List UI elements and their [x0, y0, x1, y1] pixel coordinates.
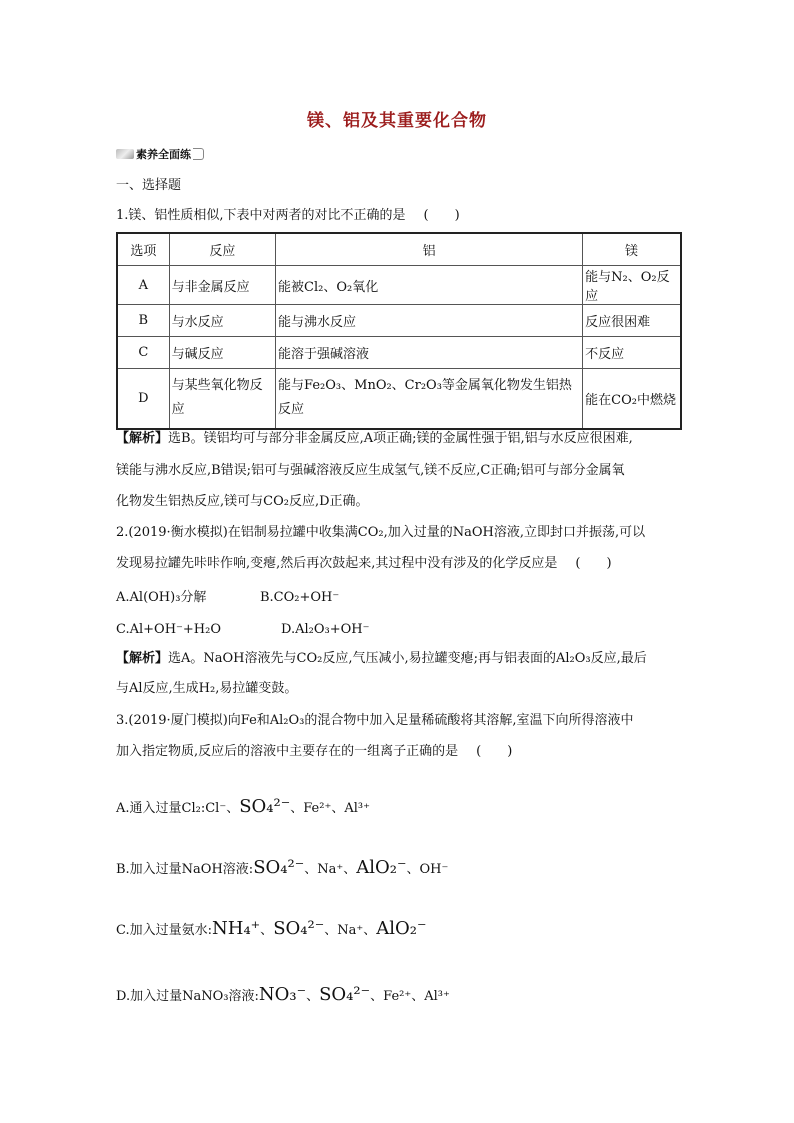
q2-options-row [116, 620, 696, 640]
q3-option-prefix: C.加入过量氨水: [116, 923, 212, 938]
ion: SO₄²⁻ [273, 918, 325, 939]
ion: AlO₂⁻ [356, 857, 407, 878]
table-header-cell: 铝 [276, 233, 583, 266]
table-cell-magnesium: 不反应 [583, 337, 681, 369]
table-cell-reaction: 与某些氧化物反应 [169, 369, 275, 429]
section-tag-label: 素养全面练 [136, 148, 191, 161]
q3-stem-text: 加入指定物质,反应后的溶液中主要存在的一组离子正确的是 [116, 744, 459, 759]
table-cell-aluminum: 能与沸水反应 [276, 305, 583, 337]
q3-stem-line [116, 742, 696, 762]
table-cell-option: A [117, 266, 169, 305]
q1-stem-text: 1.镁、铝性质相似,下表中对两者的对比不正确的是 [116, 208, 406, 223]
q1-analysis-line [116, 429, 696, 449]
table-header-cell: 镁 [583, 233, 681, 266]
table-cell-aluminum: 能溶于强碱溶液 [276, 337, 583, 369]
table-cell-aluminum: 能被Cl₂、O₂氧化 [276, 266, 583, 305]
q1-comparison-table [116, 232, 682, 430]
ion: SO₄²⁻ [239, 796, 291, 817]
ion: AlO₂⁻ [376, 918, 427, 939]
q3-answer-paren: ( ) [476, 744, 513, 759]
q2-option-b: B.CO₂+OH⁻ [260, 590, 340, 605]
ion: Fe²⁺ [303, 801, 332, 816]
table-row [117, 305, 681, 337]
q2-option-d: D.Al₂O₃+OH⁻ [281, 622, 370, 637]
q3-option-b: B.加入过量NaOH溶液:SO₄²⁻、Na⁺、AlO₂⁻、OH⁻ [116, 857, 449, 878]
ion: NH₄⁺ [212, 918, 261, 939]
page-title: 镁、铝及其重要化合物 [307, 111, 487, 131]
q2-analysis-text: 选A。NaOH溶液先与CO₂反应,气压减小,易拉罐变瘪;再与铝表面的Al₂O₃反应,最后 [168, 651, 647, 666]
q1-stem [116, 206, 696, 226]
analysis-label: 【解析】 [116, 651, 169, 666]
q1-answer-paren: ( ) [423, 208, 460, 223]
q3-option-prefix: B.加入过量NaOH溶液: [116, 862, 254, 877]
q1-analysis-line: 化物发生铝热反应,镁可与CO₂反应,D正确。 [116, 494, 369, 509]
q2-stem-text: 发现易拉罐先咔咔作响,变瘪,然后再次鼓起来,其过程中没有涉及的化学反应是 [116, 556, 558, 571]
table-header-cell: 选项 [117, 233, 169, 266]
ion: Al³⁺ [344, 801, 370, 816]
table-cell-option: B [117, 305, 169, 337]
ion: Al³⁺ [424, 989, 450, 1004]
table-header-row [117, 233, 681, 266]
q1-analysis-line: 镁能与沸水反应,B错误;铝可与强碱溶液反应生成氢气,镁不反应,C正确;铝可与部分金属氧 [116, 463, 625, 478]
section-tag-end-decoration [193, 148, 204, 160]
table-row [117, 266, 681, 305]
q2-stem-line: 2.(2019·衡水模拟)在铝制易拉罐中收集满CO₂,加入过量的NaOH溶液,立即封口并振荡,可以 [116, 525, 646, 540]
q3-option-d: D.加入过量NaNO₃溶液:NO₃⁻、SO₄²⁻、Fe²⁺、Al³⁺ [116, 984, 450, 1005]
q2-analysis-line [116, 649, 696, 669]
q2-options-row [116, 588, 696, 608]
ion: Fe²⁺ [383, 989, 412, 1004]
ion: SO₄²⁻ [253, 857, 305, 878]
table-header-cell: 反应 [169, 233, 275, 266]
analysis-label: 【解析】 [116, 431, 169, 446]
q3-option-prefix: D.加入过量NaNO₃溶液: [116, 989, 259, 1004]
q1-analysis-text: 选B。镁铝均可与部分非金属反应,A项正确;镁的金属性强于铝,铝与水反应很困难, [168, 431, 633, 446]
section-tag-icon [116, 149, 134, 159]
q3-option-a: A.通入过量Cl₂:Cl⁻、SO₄²⁻、Fe²⁺、Al³⁺ [116, 796, 370, 817]
q3-option-c: C.加入过量氨水:NH₄⁺、SO₄²⁻、Na⁺、AlO₂⁻ [116, 918, 427, 939]
table-cell-reaction: 与非金属反应 [169, 266, 275, 305]
table-cell-reaction: 与碱反应 [169, 337, 275, 369]
q2-answer-paren: ( ) [575, 556, 612, 571]
ion: Cl⁻ [205, 801, 227, 816]
section-tag [116, 146, 204, 162]
table-cell-magnesium: 能与N₂、O₂反应 [583, 266, 681, 305]
ion: Na⁺ [337, 923, 364, 938]
section-heading: 一、选择题 [116, 178, 182, 193]
ion: OH⁻ [419, 862, 449, 877]
table-cell-aluminum: 能与Fe₂O₃、MnO₂、Cr₂O₃等金属氧化物发生铝热反应 [276, 369, 583, 429]
table-row [117, 369, 681, 429]
table-cell-reaction: 与水反应 [169, 305, 275, 337]
q3-stem-line: 3.(2019·厦门模拟)向Fe和Al₂O₃的混合物中加入足量稀硫酸将其溶解,室温下向所得溶液中 [116, 713, 634, 728]
ion: NO₃⁻ [258, 984, 307, 1005]
table-cell-option: C [117, 337, 169, 369]
q2-option-a: A.Al(OH)₃分解 [116, 590, 207, 605]
ion: Na⁺ [317, 862, 344, 877]
table-row [117, 337, 681, 369]
q2-option-c: C.Al+OH⁻+H₂O [116, 622, 222, 637]
table-cell-option: D [117, 369, 169, 429]
q3-option-prefix: A.通入过量Cl₂: [116, 801, 206, 816]
table-cell-magnesium: 反应很困难 [583, 305, 681, 337]
table-cell-magnesium: 能在CO₂中燃烧 [583, 369, 681, 429]
q2-analysis-line: 与Al反应,生成H₂,易拉罐变鼓。 [116, 681, 298, 696]
ion: SO₄²⁻ [319, 984, 371, 1005]
q2-stem-line [116, 554, 696, 574]
